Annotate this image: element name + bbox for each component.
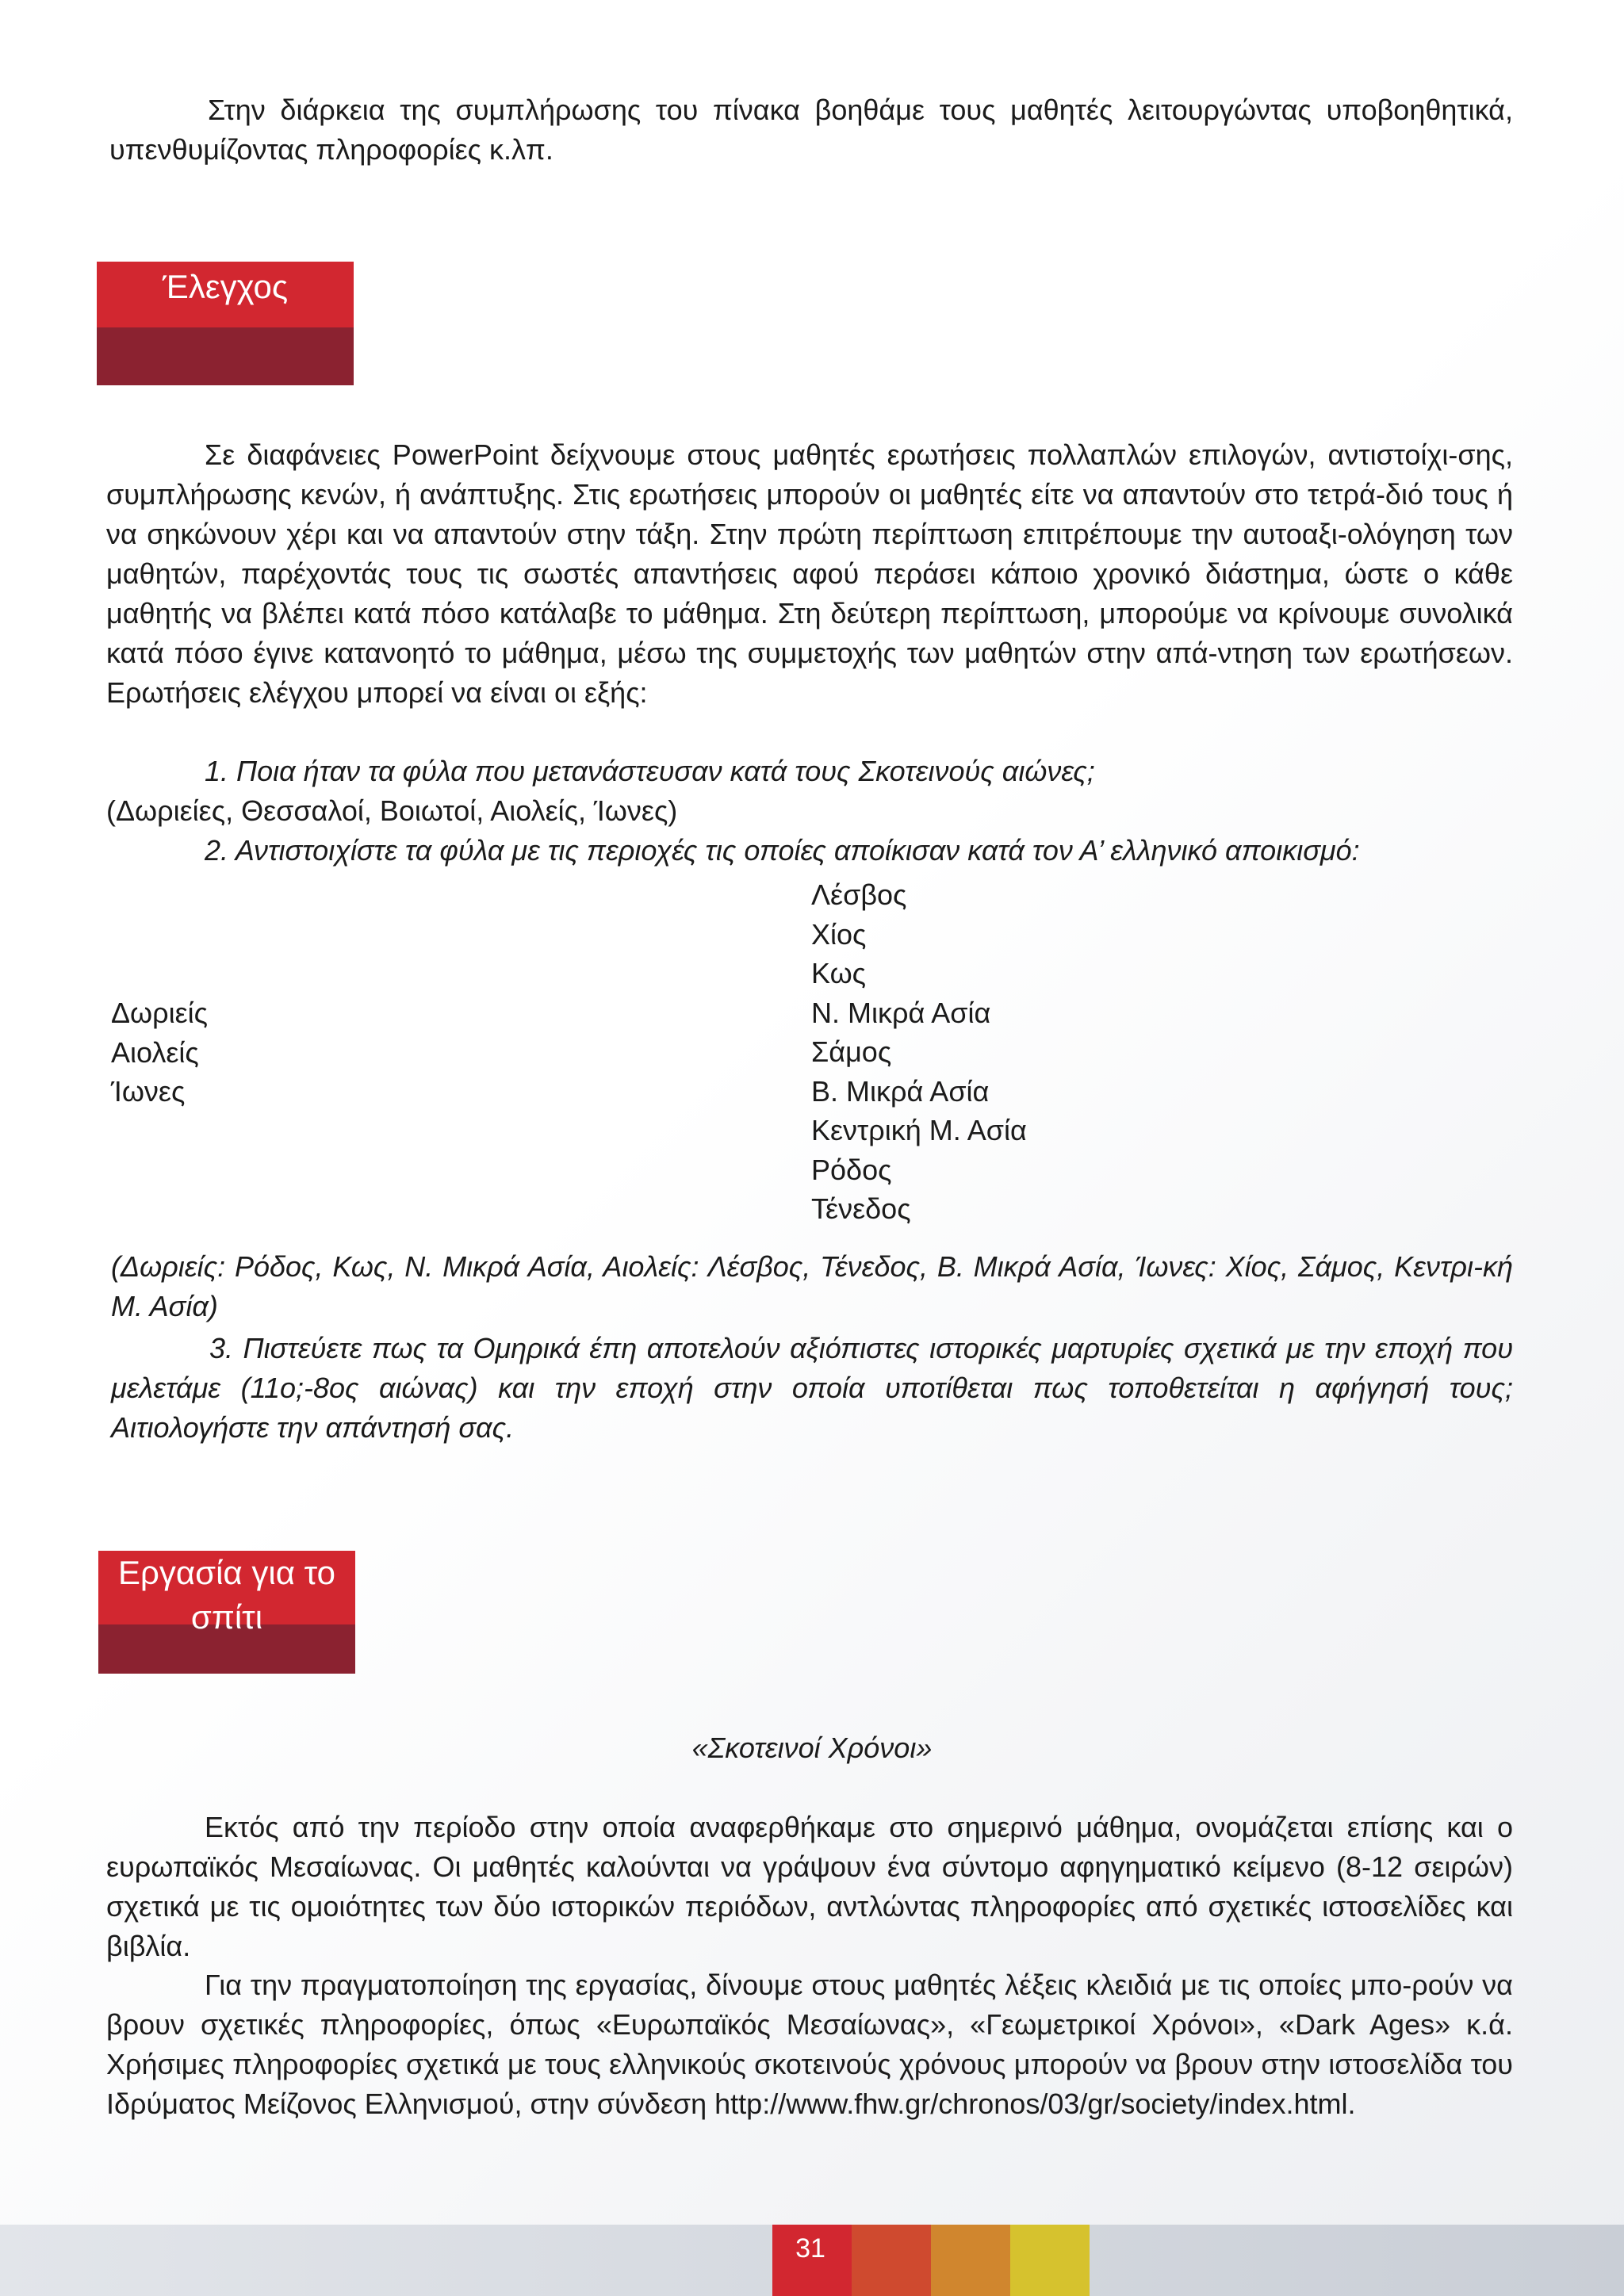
region-item: Ρόδος (811, 1153, 892, 1186)
tribe-item: Δωριείς (111, 997, 209, 1029)
region-item: Σάμος (811, 1035, 892, 1068)
region-item: Κως (811, 957, 867, 989)
region-item: Κεντρική Μ. Ασία (811, 1114, 1027, 1146)
section-title-homework-line1: Εργασία για το (117, 1554, 336, 1591)
homework-paragraph-2: Για την πραγματοποίηση της εργασίας, δίνουμε στους μαθητές λέξεις κλειδιά με τις οποίες μπο-ρούν να βρουν σχετικές πληροφορίες, όπως «Ευρωπαϊκός Μεσαίωνας», «Γεωμετρικοί Χρόνοι», «Dark Ages» κ.ά. Χρήσιμες πληροφορίες σχετικά με τους ελληνικούς σκοτεινούς χρόνους μπορούν να βρουν στην ιστοσελίδα του Ιδρύματος Μείζονος Ελληνισμού, στην σύνδεση http://www.fhw.gr/chronos/03/gr/society/index.html. (106, 1969, 1513, 2120)
tribe-item: Αιολείς (111, 1035, 199, 1069)
region-item: Ν. Μικρά Ασία (811, 996, 991, 1029)
footer-color-segment (852, 2225, 931, 2296)
region-item: Χίος (811, 917, 867, 951)
tribe-item: Ίωνες (111, 1075, 186, 1108)
question-2-answer: (Δωριείς: Ρόδος, Κως, Ν. Μικρά Ασία, Αιολείς: Λέσβος, Τένεδος, Β. Μικρά Ασία, Ίωνες: Χίος, Σάμος, Κεντρι-κή Μ. Ασία) (111, 1250, 1513, 1322)
section-heading-check (97, 262, 354, 385)
question-3: 3. Πιστεύετε πως τα Ομηρικά έπη αποτελούν αξιόπιστες ιστορικές μαρτυρίες σχετικά με την εποχή που μελετάμε (11ο;-8ος αιώνας) και την εποχή στην οποία υποτίθεται πως τοποθετείται η αφήγησή τους; Αιτιολογήστε την απάντησή σας. (111, 1332, 1513, 1444)
question-1-answer: (Δωριείες, Θεσσαλοί, Βοιωτοί, Αιολείς, Ίωνες) (106, 794, 678, 827)
regions-list (811, 875, 1027, 1229)
region-item: Τένεδος (811, 1192, 911, 1225)
homework-paragraph-1: Εκτός από την περίοδο στην οποία αναφερθήκαμε στο σημερινό μάθημα, ονομάζεται επίσης και ο ευρωπαϊκός Μεσαίωνας. Οι μαθητές καλούνται να γράψουν ένα σύντομο αφηγηματικό κείμενο (8-12 σειρών) σχετικά με τις ομοιότητες των δύο ιστορικών περιόδων, αντλώντας πληροφορίες από σχετικές ιστοσελίδες και βιβλία. (106, 1811, 1513, 1962)
footer-color-segment (1010, 2225, 1090, 2296)
page-number: 31 (795, 2233, 825, 2263)
question-2: 2. Αντιστοιχίστε τα φύλα με τις περιοχές τις οποίες αποίκισαν κατά τον Α’ ελληνικό αποικισμό: (205, 834, 1360, 867)
check-paragraph: Σε διαφάνειες PowerPoint δείχνουμε στους μαθητές ερωτήσεις πολλαπλών επιλογών, αντιστοίχι-σης, συμπλήρωσης κενών, ή ανάπτυξης. Στις ερωτήσεις μπορούν οι μαθητές είτε να απαντούν στο τετρά-διό τους ή να σηκώνουν χέρι και να απαντούν στην τάξη. Στην πρώτη περίπτωση επιτρέπουμε την αυτοαξι-ολόγηση των μαθητών, παρέχοντάς τους τις σωστές απαντήσεις αφού περάσει κάποιο χρονικό διάστημα, ώστε ο κάθε μαθητής να βλέπει κατά πόσο κατάλαβε το μάθημα. Στη δεύτερη περίπτωση, μπορούμε να κρίνουμε συνολικά κατά πόσο έγινε κατανοητό το μάθημα, μέσω της συμμετοχής των μαθητών στην απά-ντηση των ερωτήσεων. Ερωτήσεις ελέγχου μπορεί να είναι οι εξής: (106, 438, 1513, 709)
question-1: 1. Ποια ήταν τα φύλα που μετανάστευσαν κατά τους Σκοτεινούς αιώνες; (205, 755, 1095, 787)
region-item: Λέσβος (811, 878, 907, 911)
intro-paragraph: Στην διάρκεια της συμπλήρωσης του πίνακα βοηθάμε τους μαθητές λειτουργώντας υποβοηθητικά, υπενθυμίζοντας πληροφορίες κ.λπ. (109, 94, 1513, 166)
tribes-list (111, 993, 208, 1112)
homework-subtitle: «Σκοτεινοί Χρόνοι» (691, 1732, 933, 1764)
section-title-homework-line2: σπίτι (190, 1598, 263, 1636)
footer-color-segment (931, 2225, 1010, 2296)
section-title-check: Έλεγχος (162, 268, 289, 305)
section-heading-homework (98, 1551, 355, 1674)
region-item: Β. Μικρά Ασία (811, 1074, 990, 1108)
